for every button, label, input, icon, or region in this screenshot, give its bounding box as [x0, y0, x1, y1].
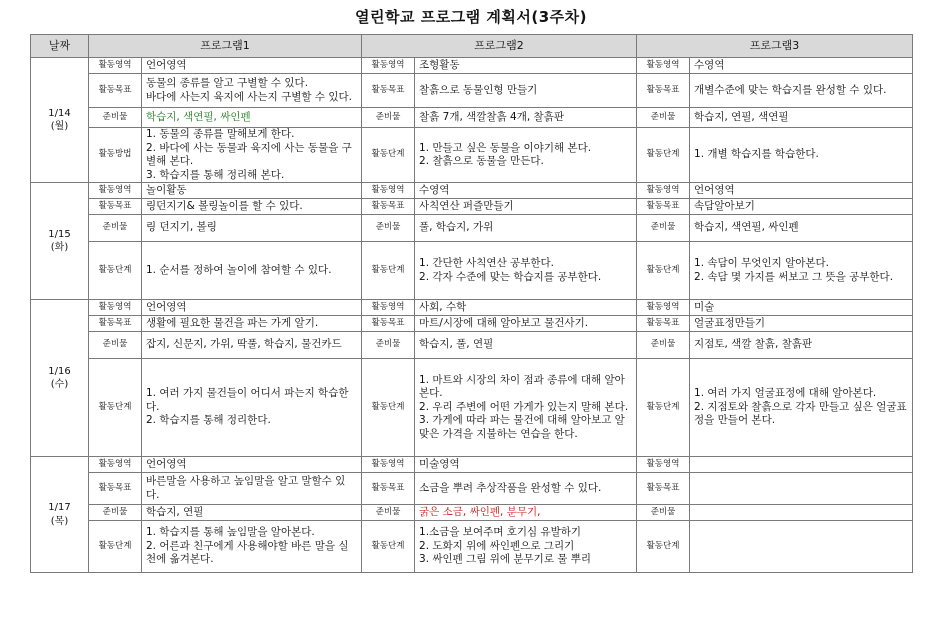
program1-label: 활동영역 — [89, 183, 142, 199]
program3-content: 수영역 — [690, 58, 913, 74]
program2-label: 활동목표 — [362, 199, 415, 215]
header-row — [31, 35, 913, 58]
program2-label: 활동단계 — [362, 242, 415, 300]
table-row — [31, 183, 913, 199]
program1-label: 준비물 — [89, 505, 142, 521]
program3-label: 활동단계 — [637, 359, 690, 457]
program3-content: 속담알아보기 — [690, 199, 913, 215]
program1-content: 1. 학습지를 통해 높임말을 알아본다. 2. 어른과 친구에게 사용해야할 바른 말을 실천에 옮겨본다. — [142, 521, 362, 573]
table-body — [31, 58, 913, 573]
program1-label: 활동목표 — [89, 199, 142, 215]
program2-label: 활동영역 — [362, 58, 415, 74]
table-row — [31, 58, 913, 74]
program3-label: 활동목표 — [637, 473, 690, 505]
program2-label: 준비물 — [362, 108, 415, 128]
date-cell — [31, 457, 89, 573]
program1-label: 활동단계 — [89, 359, 142, 457]
header-program1: 프로그램1 — [89, 35, 362, 58]
program1-label: 활동목표 — [89, 74, 142, 108]
table-row — [31, 108, 913, 128]
program1-content: 학습지, 연필 — [142, 505, 362, 521]
program1-content: 언어영역 — [142, 300, 362, 316]
program-plan-table — [30, 34, 913, 573]
program2-content: 사칙연산 퍼즐만들기 — [415, 199, 637, 215]
program1-label: 활동영역 — [89, 457, 142, 473]
program2-label: 준비물 — [362, 332, 415, 359]
program3-label: 준비물 — [637, 108, 690, 128]
program3-content: 1. 여러 가지 얼굴표정에 대해 알아본다. 2. 지점토와 찰흙으로 각자 만들고 싶은 얼굴표정을 만들어 본다. — [690, 359, 913, 457]
program3-content: 개별수준에 맞는 학습지를 완성할 수 있다. — [690, 74, 913, 108]
program1-content: 언어영역 — [142, 457, 362, 473]
program1-content: 언어영역 — [142, 58, 362, 74]
weekday-value: (목) — [50, 515, 69, 527]
program2-content: 미술영역 — [415, 457, 637, 473]
program3-label: 활동목표 — [637, 316, 690, 332]
program3-label: 활동영역 — [637, 183, 690, 199]
program3-label: 활동영역 — [637, 300, 690, 316]
table-row — [31, 473, 913, 505]
program1-content: 잡지, 신문지, 가위, 딱풀, 학습지, 물건카드 — [142, 332, 362, 359]
table-row — [31, 332, 913, 359]
program3-content — [690, 505, 913, 521]
program3-label: 활동목표 — [637, 74, 690, 108]
program1-label: 활동목표 — [89, 316, 142, 332]
program3-label: 활동영역 — [637, 457, 690, 473]
program3-label: 활동단계 — [637, 521, 690, 573]
program3-label: 준비물 — [637, 505, 690, 521]
program3-label: 활동단계 — [637, 242, 690, 300]
program3-content: 1. 개별 학습지를 학습한다. — [690, 128, 913, 183]
weekday-value: (수) — [50, 379, 69, 390]
table-row — [31, 199, 913, 215]
program2-content: 수영역 — [415, 183, 637, 199]
header-date: 날짜 — [31, 35, 89, 58]
table-row — [31, 457, 913, 473]
program3-label: 활동영역 — [637, 58, 690, 74]
program2-content: 찰흙으로 동물인형 만들기 — [415, 74, 637, 108]
table-row — [31, 215, 913, 242]
program2-label: 활동단계 — [362, 128, 415, 183]
program2-content: 학습지, 풀, 연필 — [415, 332, 637, 359]
date-value: 1/17 — [48, 502, 71, 513]
program2-label: 활동영역 — [362, 300, 415, 316]
program2-content: 1.소금을 보여주며 호기심 유발하기 2. 도화지 위에 싸인펜으로 그리기 3. 싸인펜 그림 위에 분무기로 물 뿌리 — [415, 521, 637, 573]
program1-content: 동물의 종류를 알고 구별할 수 있다. 바다에 사는지 육지에 사는지 구별할 수 있다. — [142, 74, 362, 108]
weekday-value: (월) — [50, 121, 69, 132]
program1-content: 생활에 필요한 물건을 파는 가게 알기. — [142, 316, 362, 332]
program1-content: 바른말을 사용하고 높임말을 알고 말할수 있다. — [142, 473, 362, 505]
table-row — [31, 242, 913, 300]
program1-content: 링던지기& 볼링놀이를 할 수 있다. — [142, 199, 362, 215]
program1-label: 활동단계 — [89, 242, 142, 300]
program2-label: 활동영역 — [362, 457, 415, 473]
program2-content: 풀, 학습지, 가위 — [415, 215, 637, 242]
program3-content — [690, 473, 913, 505]
program2-label: 활동목표 — [362, 74, 415, 108]
program1-label: 활동영역 — [89, 300, 142, 316]
program2-label: 활동단계 — [362, 359, 415, 457]
program3-content — [690, 457, 913, 473]
program1-label: 활동목표 — [89, 473, 142, 505]
table-row — [31, 128, 913, 183]
program1-content: 놀이활동 — [142, 183, 362, 199]
program3-content: 학습지, 연필, 색연필 — [690, 108, 913, 128]
program1-content: 1. 여러 가지 물건들이 어디서 파는지 학습한다. 2. 학습지를 통해 정리한다. — [142, 359, 362, 457]
program1-label: 활동방법 — [89, 128, 142, 183]
program2-content: 조형활동 — [415, 58, 637, 74]
header-program3: 프로그램3 — [637, 35, 913, 58]
program3-content — [690, 521, 913, 573]
table-row — [31, 300, 913, 316]
table-row — [31, 521, 913, 573]
program1-content: 1. 동물의 종류를 말해보게 한다. 2. 바다에 사는 동물과 육지에 사는 동물을 구별해 본다. 3. 학습지를 통해 정리해 본다. — [142, 128, 362, 183]
program1-content: 1. 순서를 정하여 놀이에 참여할 수 있다. — [142, 242, 362, 300]
program2-label: 활동영역 — [362, 183, 415, 199]
program1-content: 학습지, 색연필, 싸인펜 — [142, 108, 362, 128]
program1-label: 활동단계 — [89, 521, 142, 573]
date-cell — [31, 300, 89, 457]
program3-label: 준비물 — [637, 215, 690, 242]
program2-content: 마트/시장에 대해 알아보고 물건사기. — [415, 316, 637, 332]
program3-label: 활동목표 — [637, 199, 690, 215]
program2-content: 찰흙 7개, 색깔찰흙 4개, 찰흙판 — [415, 108, 637, 128]
program2-label: 준비물 — [362, 215, 415, 242]
date-cell — [31, 183, 89, 300]
date-value: 1/16 — [48, 365, 71, 377]
program3-label: 준비물 — [637, 332, 690, 359]
program1-label: 준비물 — [89, 108, 142, 128]
header-program2: 프로그램2 — [362, 35, 637, 58]
page-title: 열린학교 프로그램 계획서(3주차) — [355, 8, 587, 26]
program2-content: 1. 마트와 시장의 차이 점과 종류에 대해 알아본다. 2. 우리 주변에 어떤 가게가 있는지 말해 본다. 3. 가게에 따라 파는 물건에 대해 알아보고 알맞은 가격을 지불하는 연습을 한다. — [415, 359, 637, 457]
program1-label: 준비물 — [89, 332, 142, 359]
program2-label: 활동단계 — [362, 521, 415, 573]
table-row — [31, 505, 913, 521]
weekday-value: (화) — [50, 242, 69, 253]
program3-content: 지점토, 색깔 찰흙, 찰흙판 — [690, 332, 913, 359]
program3-content: 1. 속담이 무엇인지 알아본다. 2. 속담 몇 가지를 써보고 그 뜻을 공부한다. — [690, 242, 913, 300]
program3-content: 미술 — [690, 300, 913, 316]
program2-content: 사회, 수학 — [415, 300, 637, 316]
date-cell — [31, 58, 89, 183]
program3-label: 활동단계 — [637, 128, 690, 183]
table-row — [31, 316, 913, 332]
program2-content: 굵은 소금, 싸인펜, 분무기, — [415, 505, 637, 521]
program2-label: 활동목표 — [362, 473, 415, 505]
table-row — [31, 359, 913, 457]
program3-content: 학습지, 색연필, 싸인펜 — [690, 215, 913, 242]
table-row — [31, 74, 913, 108]
program2-content: 소금을 뿌려 추상작품을 완성할 수 있다. — [415, 473, 637, 505]
program3-content: 얼굴표정만들기 — [690, 316, 913, 332]
program1-label: 활동영역 — [89, 58, 142, 74]
program1-content: 링 던지기, 볼링 — [142, 215, 362, 242]
date-value: 1/15 — [48, 228, 71, 240]
program2-content: 1. 만들고 싶은 동물을 이야기해 본다. 2. 찰흙으로 동물을 만든다. — [415, 128, 637, 183]
program3-content: 언어영역 — [690, 183, 913, 199]
program2-label: 준비물 — [362, 505, 415, 521]
program2-label: 활동목표 — [362, 316, 415, 332]
program1-label: 준비물 — [89, 215, 142, 242]
program2-content: 1. 간단한 사칙연산 공부한다. 2. 각자 수준에 맞는 학습지를 공부한다. — [415, 242, 637, 300]
date-value: 1/14 — [48, 107, 71, 119]
